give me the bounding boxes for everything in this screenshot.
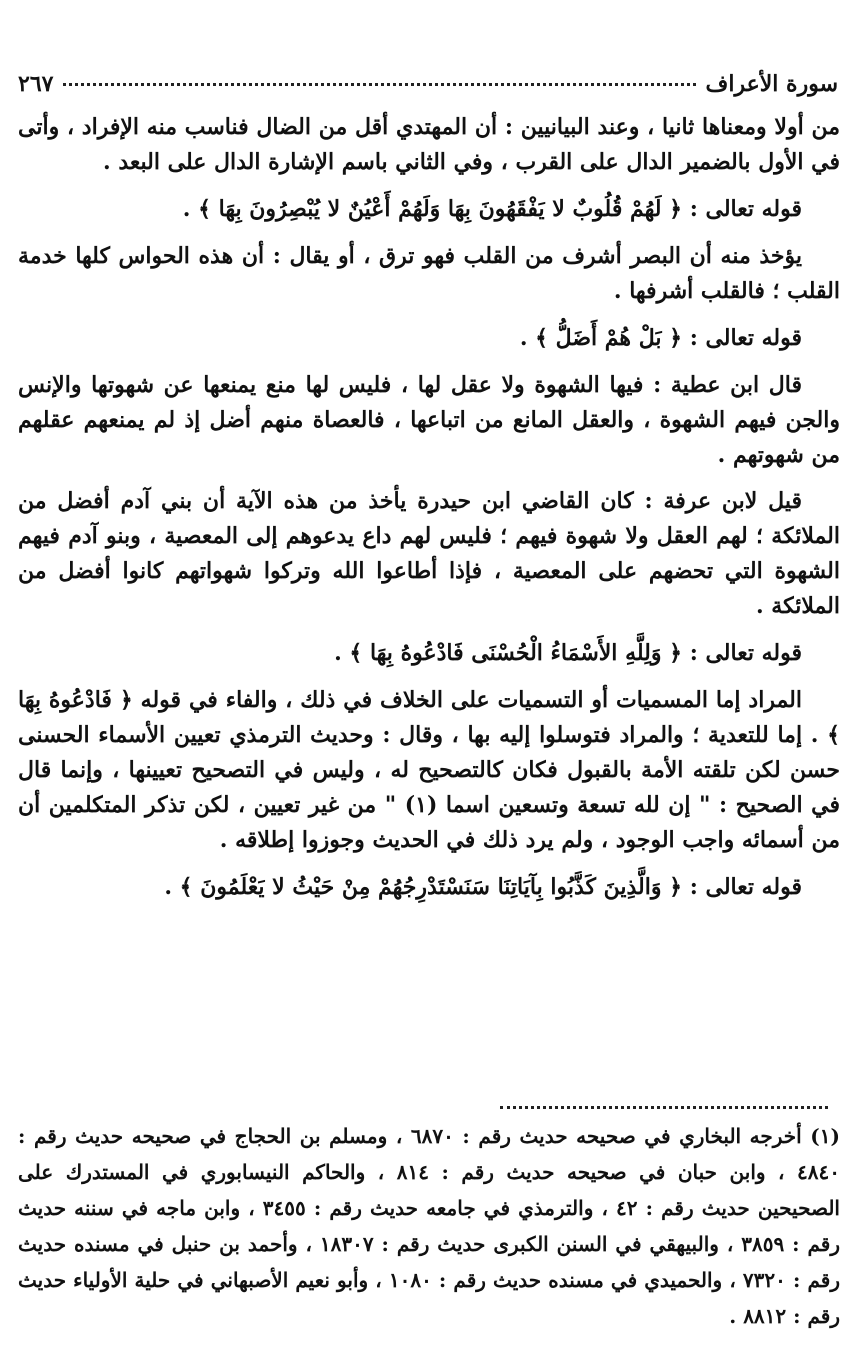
- paragraph-commentary: يؤخذ منه أن البصر أشرف من القلب فهو ترق ، أو يقال : أن هذه الحواس كلها خدمة القلب ؛ فالقلب أشرفها .: [18, 243, 840, 304]
- page-header: [18, 64, 838, 104]
- footnote-separator: [500, 1106, 828, 1109]
- footnote: (١) أخرجه البخاري في صحيحه حديث رقم : ٦٨٧٠ ، ومسلم بن الحجاج في صحيحه حديث رقم : ٤٨٤٠ ، وابن حبان في صحيحه حديث رقم : ٨١٤ ، والحاكم النيسابوري في المستدرك على الصحيحين حديث رقم : ٤٢ ، والترمذي في جامعه حديث رقم : ٣٤٥٥ ، وابن ماجه في سننه حديث رقم : ٣٨٥٩ ، والبيهقي في السنن الكبرى حديث رقم : ١٨٣٠٧ ، وأحمد بن حنبل في مسنده حديث رقم : ٧٣٢٠ ، والحميدي في مسنده حديث رقم : ١٠٨٠ ، وأبو نعيم الأصبهاني في حلية الأولياء حديث رقم : ٨٨١٢ .: [18, 1124, 841, 1328]
- surah-title: سورة الأعراف: [705, 71, 838, 97]
- paragraph-continuation: من أولا ومعناها ثانيا ، وعند البيانيين : أن المهتدي أقل من الضال فناسب منه الإفراد ، وأتى في الأول بالضمير الدال على القرب ، وفي الثاني باسم الإشارة الدال على البعد .: [18, 114, 840, 175]
- page-number: ٢٦٧: [18, 71, 54, 97]
- verse-heading: قوله تعالى : ﴿ وَالَّذِينَ كَذَّبُوا بِآيَاتِنَا سَنَسْتَدْرِجُهُمْ مِنْ حَيْثُ لا يَعْلَمُونَ ﴾ .: [164, 874, 802, 900]
- paragraph-commentary: قيل لابن عرفة : كان القاضي ابن حيدرة يأخذ من هذه الآية أن بني آدم أفضل من الملائكة ؛ لهم العقل ولا شهوة فيهم ؛ فليس لهم داع يدعوهم إلى المعصية ، وبنو آدم فيهم الشهوة التي تحضهم على المعصية ، فإذا أطاعوا الله وتركوا شهواتهم كانوا أفضل من الملائكة .: [18, 488, 840, 619]
- header-dotted-rule: [63, 83, 695, 86]
- paragraph-commentary: المراد إما المسميات أو التسميات على الخلاف في ذلك ، والفاء في قوله ﴿ فَادْعُوهُ بِهَا ﴾ . إما للتعدية ؛ والمراد فتوسلوا إليه بها ، وقال : وحديث الترمذي تعيين الأسماء الحسنى حسن لكن تلقته الأمة بالقبول فكان كالتصحيح له ، وليس في التصحيح تعيينها ، وإنما قال في الصحيح : " إن لله تسعة وتسعين اسما (١) " من غير تعيين ، لكن تذكر المتكلمين أن من أسمائه واجب الوجود ، ولم يرد ذلك في الحديث وجوزوا إطلاقه .: [18, 687, 840, 853]
- verse-heading: قوله تعالى : ﴿ بَلْ هُمْ أَضَلُّ ﴾ .: [519, 325, 802, 351]
- verse-heading: قوله تعالى : ﴿ وَلِلَّهِ الأَسْمَاءُ الْحُسْنَى فَادْعُوهُ بِهَا ﴾ .: [334, 640, 802, 666]
- main-text: [18, 110, 840, 917]
- paragraph-commentary: قال ابن عطية : فيها الشهوة ولا عقل لها ، فليس لها منع يمنعها عن شهوتها والإنس والجن فيهم الشهوة ، والعقل المانع من اتباعها ، فالعصاة منهم أضل إذ لم يمنعهم عقلهم من شهوتهم .: [18, 372, 840, 468]
- verse-heading: قوله تعالى : ﴿ لَهُمْ قُلُوبٌ لا يَفْقَهُونَ بِهَا وَلَهُمْ أَعْيُنٌ لا يُبْصِرُونَ بِهَا ﴾ .: [182, 196, 802, 222]
